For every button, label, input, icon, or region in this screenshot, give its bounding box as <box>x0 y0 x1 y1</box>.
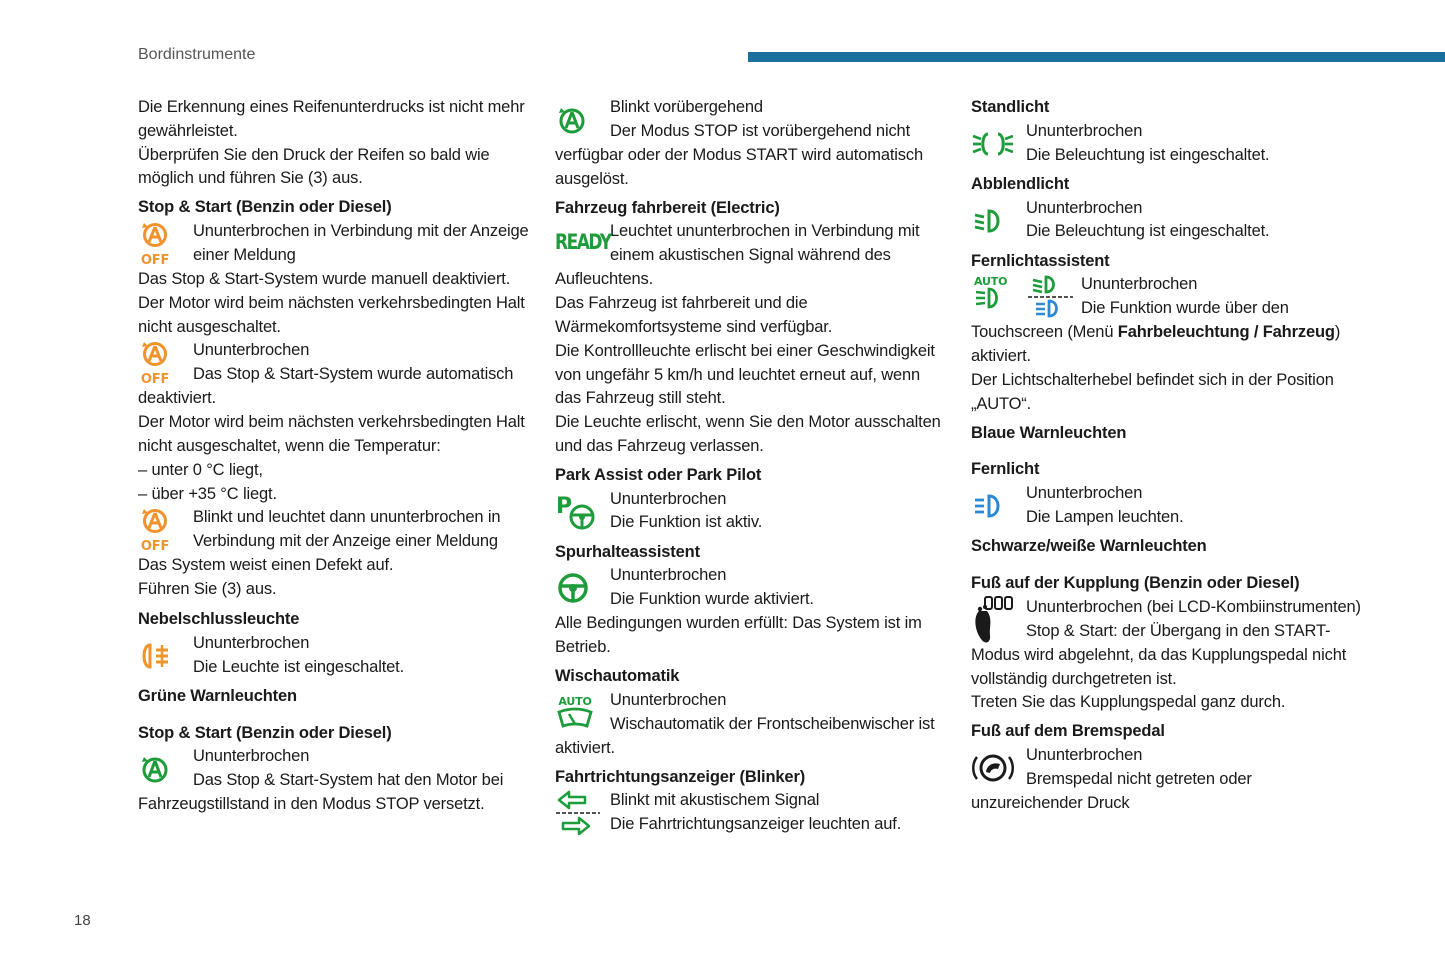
paragraph: verfügbar oder der Modus START wird automatisch ausgelöst. <box>555 146 924 188</box>
heading-park-assist: Park Assist oder Park Pilot <box>555 465 762 484</box>
paragraph: Führen Sie (3) aus. <box>138 580 277 599</box>
stop-start-off-icon <box>138 220 193 268</box>
paragraph: Das System weist einen Defekt auf. <box>138 556 394 575</box>
text-line: Ununterbrochen <box>610 690 727 709</box>
steering-wheel-icon <box>555 564 610 612</box>
paragraph: Der Motor wird beim nächsten verkehrsbedingten Halt nicht ausgeschaltet. <box>138 293 525 336</box>
stop-start-off-icon <box>138 506 193 554</box>
text-line: einer Meldung <box>193 245 296 264</box>
heading-low-beam: Abblendlicht <box>971 174 1070 193</box>
column-1 <box>138 96 538 817</box>
svg-text:OFF: OFF <box>140 372 170 386</box>
heading-side-lights: Standlicht <box>971 98 1050 116</box>
heading-high-beam: Fernlicht <box>971 460 1040 479</box>
text-line: Ununterbrochen <box>610 489 727 508</box>
text-line: Ununterbrochen <box>1081 275 1198 294</box>
heading-clutch: Fuß auf der Kupplung (Benzin oder Diesel) <box>971 573 1300 592</box>
auto-wiper-icon <box>555 689 610 737</box>
list-item: – unter 0 °C liegt, <box>138 460 263 479</box>
svg-text:P: P <box>556 493 572 519</box>
heading-stop-start: Stop & Start (Benzin oder Diesel) <box>138 198 392 217</box>
heading-ready: Fahrzeug fahrbereit (Electric) <box>555 198 780 217</box>
svg-text:AUTO: AUTO <box>558 694 592 708</box>
heading-lane-assist: Spurhalteassistent <box>555 542 700 561</box>
paragraph: Der Motor wird beim nächsten verkehrsbedingten Halt nicht ausgeschaltet, wenn die Temperatur: <box>138 413 525 455</box>
text-line: Bremspedal nicht getreten oder <box>1026 769 1252 788</box>
svg-text:OFF: OFF <box>140 539 170 553</box>
svg-text:AUTO: AUTO <box>974 275 1008 289</box>
column-3 <box>971 96 1371 816</box>
column-2 <box>555 96 947 837</box>
ready-icon <box>555 220 610 268</box>
text-line: Ununterbrochen <box>193 633 310 652</box>
rear-fog-light-icon <box>138 632 193 680</box>
paragraph: Touchscreen (Menü Fahrbeleuchtung / Fahrzeug) aktiviert. <box>971 323 1341 366</box>
heading-nebel: Nebelschlussleuchte <box>138 609 300 628</box>
stop-start-active-icon <box>555 96 610 144</box>
icon-block <box>971 120 1371 168</box>
text-line: Ununterbrochen <box>610 566 727 585</box>
text-line: Die Funktion ist aktiv. <box>610 513 763 532</box>
icon-block <box>555 220 947 268</box>
icon-block <box>138 745 538 793</box>
text-line: Die Beleuchtung ist eingeschaltet. <box>1026 222 1270 241</box>
text-line: Blinkt und leuchtet dann ununterbrochen in <box>193 508 501 527</box>
text-line: Ununterbrochen <box>193 341 310 360</box>
icon-block <box>555 789 947 837</box>
icon-block <box>555 564 947 612</box>
heading-wiper: Wischautomatik <box>555 666 680 685</box>
high-beam-icon <box>971 482 1026 530</box>
text-line: Ununterbrochen <box>1026 484 1143 503</box>
icon-block <box>138 632 538 680</box>
low-beam-icon <box>971 197 1026 245</box>
icon-block <box>971 482 1371 530</box>
auto-high-beam-icon <box>971 273 1081 321</box>
paragraph: Der Lichtschalterhebel befindet sich in der Position „AUTO“. <box>971 370 1334 413</box>
text-line: Wischautomatik der Frontscheibenwischer ist <box>610 714 935 733</box>
icon-block <box>971 197 1371 245</box>
text-line: Leuchtet ununterbrochen in Verbindung mit <box>610 222 920 241</box>
text-line: Ununterbrochen in Verbindung mit der Anzeige <box>193 221 529 240</box>
text-line: Die Leuchte ist eingeschaltet. <box>193 657 405 676</box>
text-line: Verbindung mit der Anzeige einer Meldung <box>193 532 498 551</box>
paragraph: Die Kontrollleuchte erlischt bei einer Geschwindigkeit von ungefähr 5 km/h und leuchtet erneut auf, wenn das Fahrzeug still steht. <box>555 341 935 408</box>
heading-blinker: Fahrtrichtungsanzeiger (Blinker) <box>555 767 806 786</box>
stop-start-active-icon <box>138 745 193 793</box>
heading-green-warnings: Grüne Warnleuchten <box>138 686 297 705</box>
text-line: Ununterbrochen <box>193 747 310 766</box>
text-line: Blinkt vorübergehend <box>610 98 763 116</box>
paragraph: Fahrzeugstillstand in den Modus STOP versetzt. <box>138 795 485 814</box>
text-line: Ununterbrochen <box>1026 121 1143 140</box>
icon-block <box>555 488 947 536</box>
text-line: Stop & Start: der Übergang in den START- <box>1026 621 1331 640</box>
icon-block <box>555 689 947 737</box>
stop-start-off-icon <box>138 339 193 387</box>
paragraph: deaktiviert. <box>138 389 216 408</box>
text-line: Ununterbrochen (bei LCD-Kombiinstrumenten) <box>1026 597 1361 616</box>
text-line: Die Lampen leuchten. <box>1026 507 1184 526</box>
text-line: Blinkt mit akustischem Signal <box>610 791 820 810</box>
text-line: Ununterbrochen <box>1026 745 1143 764</box>
paragraph: Das Stop & Start-System wurde manuell deaktiviert. <box>138 269 511 288</box>
text-line: Die Funktion wurde über den <box>1081 299 1289 318</box>
text-line: einem akustischen Signal während des <box>610 246 891 265</box>
page-number: 18 <box>74 912 91 929</box>
paragraph: Die Erkennung eines Reifenunterdrucks ist nicht mehr gewährleistet. <box>138 98 525 140</box>
icon-block <box>971 596 1371 644</box>
foot-on-clutch-icon <box>971 596 1026 644</box>
svg-text:OFF: OFF <box>140 252 170 266</box>
turn-signal-icon <box>555 789 610 837</box>
icon-block <box>971 273 1371 321</box>
paragraph: Die Leuchte erlischt, wenn Sie den Motor ausschalten und das Fahrzeug verlassen. <box>555 413 941 455</box>
heading-bw-warnings: Schwarze/weiße Warnleuchten <box>971 537 1207 556</box>
paragraph: unzureichender Druck <box>971 793 1130 812</box>
ready-icon-text: READY <box>555 230 611 256</box>
list-item: – über +35 °C liegt. <box>138 484 277 503</box>
text-line: Das Stop & Start-System hat den Motor bei <box>193 771 504 790</box>
text-line: Die Beleuchtung ist eingeschaltet. <box>1026 145 1270 164</box>
text-line: Der Modus STOP ist vorübergehend nicht <box>610 121 911 140</box>
header-bar <box>748 52 1445 62</box>
heading-high-beam-assist: Fernlichtassistent <box>971 251 1110 270</box>
heading-stop-start-2: Stop & Start (Benzin oder Diesel) <box>138 723 392 742</box>
heading-brake: Fuß auf dem Bremspedal <box>971 722 1165 741</box>
icon-block <box>555 96 947 144</box>
text-line: Das Stop & Start-System wurde automatisch <box>193 365 514 384</box>
text-line: Die Fahrtrichtungsanzeiger leuchten auf. <box>610 815 902 834</box>
foot-on-brake-icon <box>971 744 1026 792</box>
paragraph: Überprüfen Sie den Druck der Reifen so bald wie möglich und führen Sie (3) aus. <box>138 145 490 188</box>
side-lights-icon <box>971 120 1026 168</box>
section-title: Bordinstrumente <box>138 46 256 63</box>
icon-block <box>138 339 538 387</box>
paragraph: aktiviert. <box>555 738 615 757</box>
text-line: Die Funktion wurde aktiviert. <box>610 590 814 609</box>
icon-block <box>138 506 538 554</box>
paragraph: Alle Bedingungen wurden erfüllt: Das System ist im Betrieb. <box>555 614 922 657</box>
icon-block <box>138 220 538 268</box>
text-line: Ununterbrochen <box>1026 198 1143 217</box>
paragraph: Treten Sie das Kupplungspedal ganz durch. <box>971 693 1286 712</box>
heading-blue-warnings: Blaue Warnleuchten <box>971 423 1127 442</box>
icon-block <box>971 744 1371 792</box>
paragraph: Modus wird abgelehnt, da das Kupplungspedal nicht vollständig durchgetreten ist. <box>971 645 1347 688</box>
paragraph: Das Fahrzeug ist fahrbereit und die Wärmekomfortsysteme sind verfügbar. <box>555 294 833 336</box>
paragraph: Aufleuchtens. <box>555 270 654 289</box>
park-assist-icon <box>555 488 610 536</box>
